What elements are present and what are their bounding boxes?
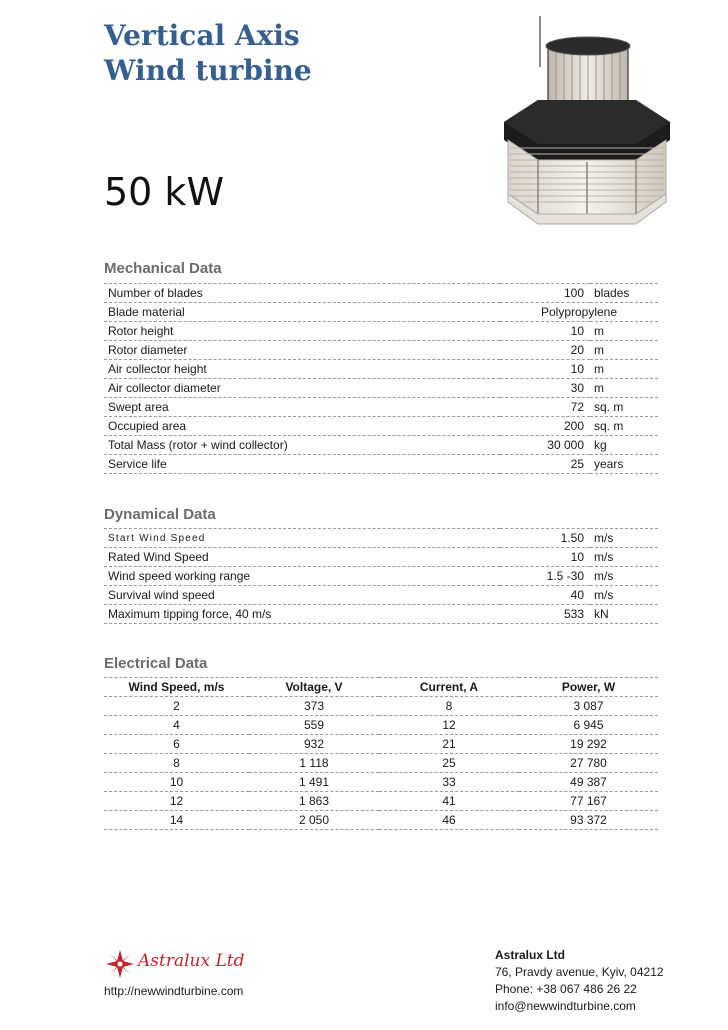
- column-header: Power, W: [519, 678, 658, 697]
- table-cell: 1 491: [249, 773, 379, 792]
- column-header: Voltage, V: [249, 678, 379, 697]
- spec-value: 30: [500, 379, 590, 398]
- spec-unit: m: [590, 322, 658, 341]
- spec-label: Survival wind speed: [104, 586, 500, 605]
- table-row: [104, 792, 658, 811]
- table-row: [104, 303, 658, 322]
- table-row: [104, 697, 658, 716]
- mechanical-data-table: [104, 283, 658, 474]
- table-cell: 6: [104, 735, 249, 754]
- spec-unit: kg: [590, 436, 658, 455]
- table-cell: 21: [379, 735, 519, 754]
- spec-label: Rated Wind Speed: [104, 548, 500, 567]
- table-cell: 8: [104, 754, 249, 773]
- spec-unit: m/s: [590, 529, 658, 548]
- title-line-2: Wind turbine: [104, 54, 312, 87]
- spec-value: 30 000: [500, 436, 590, 455]
- table-row: [104, 735, 658, 754]
- table-cell: 41: [379, 792, 519, 811]
- contact-email[interactable]: info@newwindturbine.com: [495, 999, 636, 1013]
- dynamical-data-table: [104, 528, 658, 624]
- table-row: [104, 605, 658, 624]
- table-row: [104, 284, 658, 303]
- table-cell: 46: [379, 811, 519, 830]
- spec-value: 10: [500, 548, 590, 567]
- spec-unit: m/s: [590, 567, 658, 586]
- spec-label: Rotor diameter: [104, 341, 500, 360]
- electrical-data-table: [104, 677, 658, 830]
- spec-value: Polypropylene: [500, 303, 658, 322]
- table-cell: 6 945: [519, 716, 658, 735]
- spec-label: Air collector height: [104, 360, 500, 379]
- spec-unit: years: [590, 455, 658, 474]
- spec-label: Rotor height: [104, 322, 500, 341]
- spec-label: Total Mass (rotor + wind collector): [104, 436, 500, 455]
- spec-label: Occupied area: [104, 417, 500, 436]
- table-cell: 373: [249, 697, 379, 716]
- table-cell: 12: [104, 792, 249, 811]
- table-row: [104, 754, 658, 773]
- table-row: [104, 586, 658, 605]
- table-row: [104, 360, 658, 379]
- table-row: [104, 322, 658, 341]
- spec-label: Maximum tipping force, 40 m/s: [104, 605, 500, 624]
- spec-value: 1.5 -30: [500, 567, 590, 586]
- spec-value: 200: [500, 417, 590, 436]
- spec-value: 1.50: [500, 529, 590, 548]
- turbine-illustration: [496, 12, 676, 234]
- table-cell: 93 372: [519, 811, 658, 830]
- spec-value: 10: [500, 322, 590, 341]
- table-cell: 2: [104, 697, 249, 716]
- spec-unit: sq. m: [590, 417, 658, 436]
- table-cell: 77 167: [519, 792, 658, 811]
- table-cell: 2 050: [249, 811, 379, 830]
- table-cell: 49 387: [519, 773, 658, 792]
- table-cell: 10: [104, 773, 249, 792]
- spec-label: Number of blades: [104, 284, 500, 303]
- spec-label: Swept area: [104, 398, 500, 417]
- spec-unit: kN: [590, 605, 658, 624]
- dynamical-data-heading: Dynamical Data: [104, 506, 216, 523]
- website-link[interactable]: http://newwindturbine.com: [104, 984, 244, 998]
- table-cell: 8: [379, 697, 519, 716]
- table-cell: 1 118: [249, 754, 379, 773]
- table-row: [104, 436, 658, 455]
- table-cell: 559: [249, 716, 379, 735]
- table-cell: 19 292: [519, 735, 658, 754]
- spec-value: 72: [500, 398, 590, 417]
- contact-company: Astralux Ltd: [495, 948, 566, 962]
- company-logo-text: Astralux Ltd: [138, 951, 245, 971]
- table-cell: 4: [104, 716, 249, 735]
- spec-unit: m/s: [590, 586, 658, 605]
- spec-label: Blade material: [104, 303, 500, 322]
- table-row: [104, 379, 658, 398]
- spec-unit: m/s: [590, 548, 658, 567]
- power-rating: 50 kW: [104, 170, 225, 214]
- table-row: [104, 398, 658, 417]
- spec-unit: m: [590, 360, 658, 379]
- table-row: [104, 811, 658, 830]
- table-row: [104, 567, 658, 586]
- spec-unit: sq. m: [590, 398, 658, 417]
- table-row: [104, 341, 658, 360]
- page-title: [104, 18, 312, 88]
- title-line-1: Vertical Axis: [104, 19, 300, 52]
- spec-value: 100: [500, 284, 590, 303]
- table-header-row: [104, 678, 658, 697]
- table-cell: 14: [104, 811, 249, 830]
- table-row: [104, 417, 658, 436]
- column-header: Wind Speed, m/s: [104, 678, 249, 697]
- spec-label: Wind speed working range: [104, 567, 500, 586]
- contact-block: [495, 947, 664, 1015]
- mechanical-data-heading: Mechanical Data: [104, 260, 222, 277]
- spec-label: Start Wind Speed: [104, 529, 500, 548]
- spec-value: 533: [500, 605, 590, 624]
- spec-unit: blades: [590, 284, 658, 303]
- table-cell: 33: [379, 773, 519, 792]
- table-cell: 3 087: [519, 697, 658, 716]
- spec-value: 10: [500, 360, 590, 379]
- table-cell: 27 780: [519, 754, 658, 773]
- spec-value: 20: [500, 341, 590, 360]
- column-header: Current, A: [379, 678, 519, 697]
- contact-phone: Phone: +38 067 486 26 22: [495, 982, 637, 996]
- spec-unit: m: [590, 379, 658, 398]
- spec-value: 25: [500, 455, 590, 474]
- spec-label: Service life: [104, 455, 500, 474]
- table-cell: 25: [379, 754, 519, 773]
- table-cell: 932: [249, 735, 379, 754]
- contact-address: 76, Pravdy avenue, Kyiv, 04212: [495, 965, 664, 979]
- table-row: [104, 455, 658, 474]
- spec-label: Air collector diameter: [104, 379, 500, 398]
- table-row: [104, 773, 658, 792]
- table-row: [104, 548, 658, 567]
- spec-unit: m: [590, 341, 658, 360]
- table-row: [104, 716, 658, 735]
- spec-value: 40: [500, 586, 590, 605]
- table-row: [104, 529, 658, 548]
- electrical-data-heading: Electrical Data: [104, 655, 208, 672]
- table-cell: 1 863: [249, 792, 379, 811]
- table-cell: 12: [379, 716, 519, 735]
